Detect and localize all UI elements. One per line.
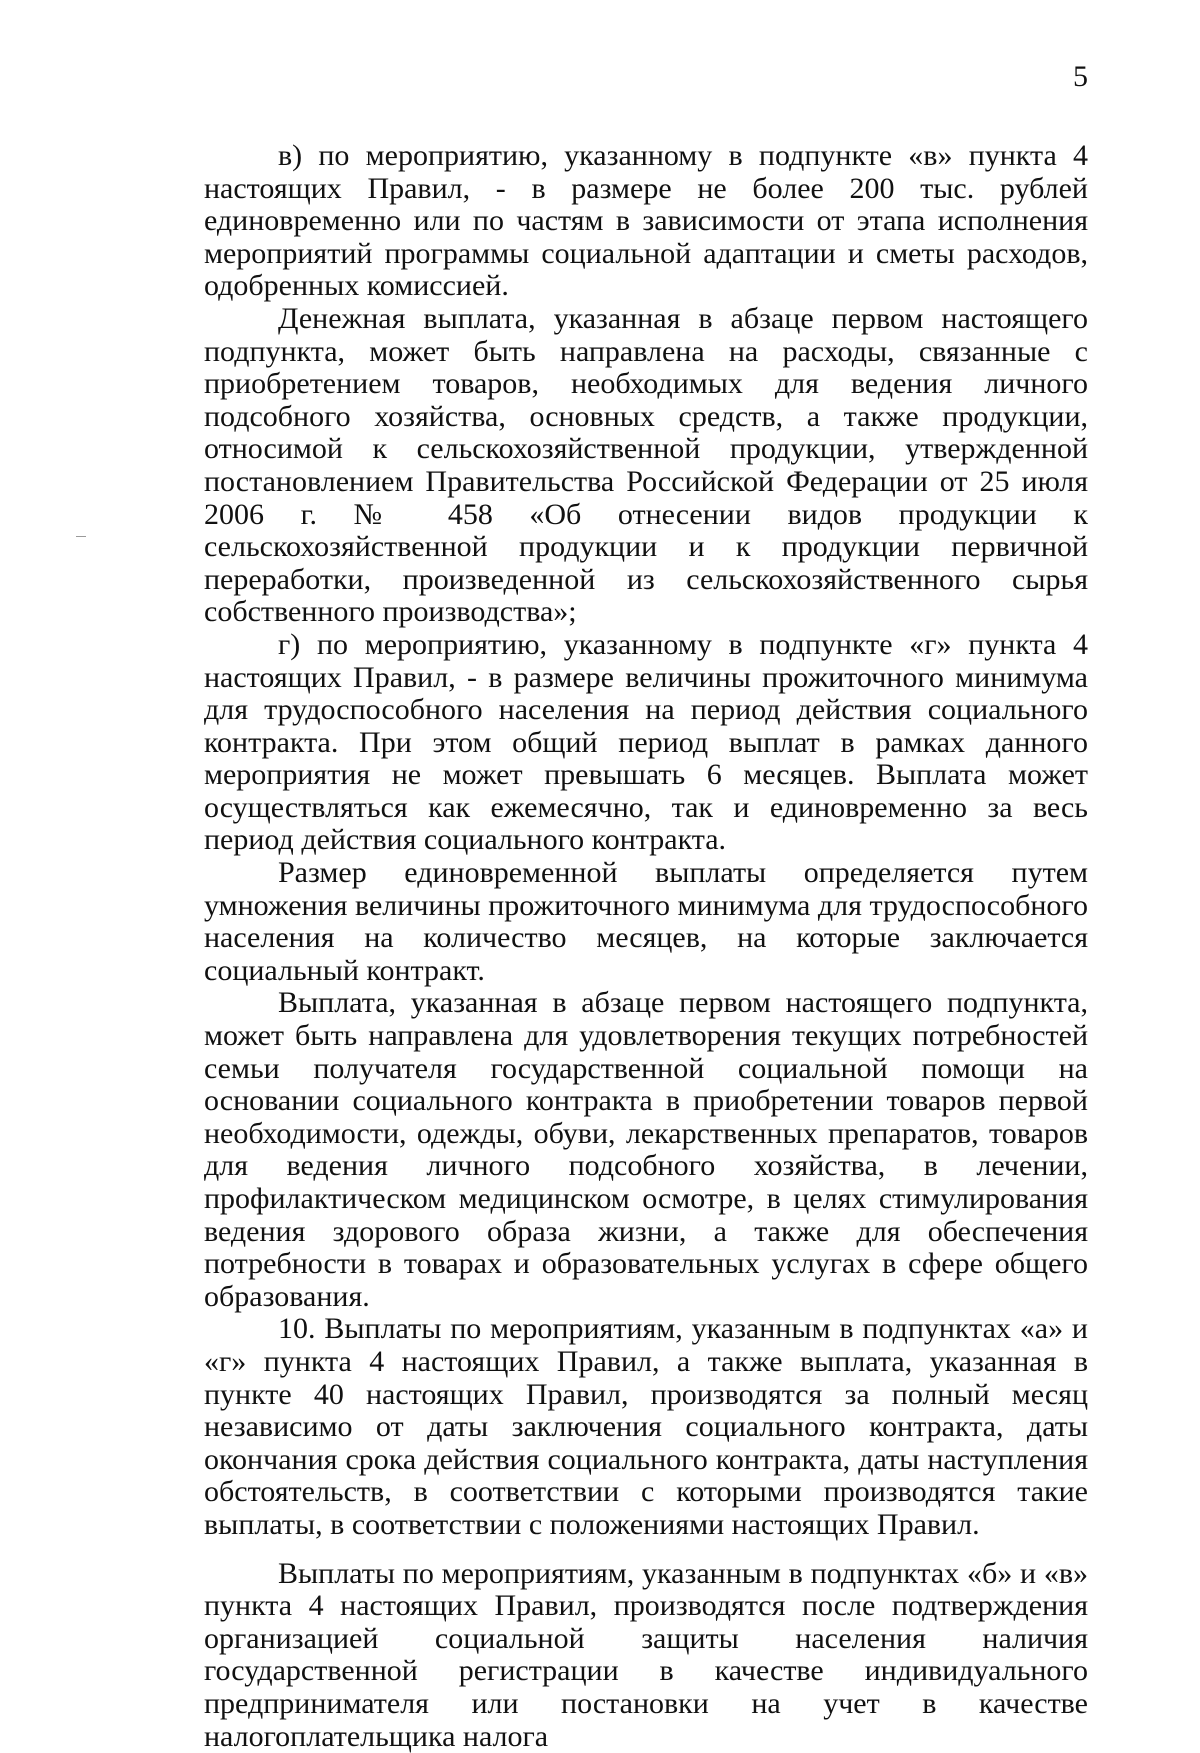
page-number: 5 xyxy=(1073,60,1088,93)
document-body xyxy=(204,140,1088,1753)
paragraph-payment-usage: Выплата, указанная в абзаце первом настоящего подпункта, может быть направлена для удовлетворения текущих потребностей семьи получателя государственной социальной помощи на основании социального контракта в приобретении товаров первой необходимости, одежды, обуви, лекарственных препаратов, товаров для ведения личного подсобного хозяйства, в лечении, профилактическом медицинском осмотре, в целях стимулирования ведения здорового образа жизни, а также для обеспечения потребности в товарах и образовательных услугах в сфере общего образования. xyxy=(204,986,1088,1313)
margin-mark xyxy=(76,536,86,537)
paragraph-subitem-v: в) по мероприятию, указанному в подпункте «в» пункта 4 настоящих Правил, - в размере не более 200 тыс. рублей единовременно или по частям в зависимости от этапа исполнения мероприятий программы социальной адаптации и сметы расходов, одобренных комиссией. xyxy=(204,139,1088,303)
paragraph-cash-payment: Денежная выплата, указанная в абзаце первом настоящего подпункта, может быть направлена на расходы, связанные с приобретением товаров, необходимых для ведения личного подсобного хозяйства, основных средств, а также продукции, относимой к сельскохозяйственной продукции, утвержденной постановлением Правительства Российской Федерации от 25 июля 2006 г. № 458 «Об отнесении видов продукции к сельскохозяйственной продукции и к продукции первичной переработки, произведенной из сельскохозяйственного сырья собственного производства»; xyxy=(204,301,1088,629)
paragraph-lump-sum-size: Размер единовременной выплаты определяется путем умножения величины прожиточного минимума для трудоспособного населения на количество месяцев, на которые заключается социальный контракт. xyxy=(204,856,1088,987)
paragraph-item-10: 10. Выплаты по мероприятиям, указанным в подпунктах «а» и «г» пункта 4 настоящих Правил, а также выплата, указанная в пункте 40 настоящих Правил, производятся за полный месяц независимо от даты заключения социального контракта, даты окончания срока действия социального контракта, даты наступления обстоятельств, в соответствии с которыми производятся такие выплаты, в соответствии с положениями настоящих Правил. xyxy=(204,1312,1088,1541)
paragraph-payments-b-v: Выплаты по мероприятиям, указанным в подпунктах «б» и «в» пункта 4 настоящих Правил, производятся после подтверждения организацией социальной защиты населения наличия государственной регистрации в качестве индивидуального предпринимателя или постановки на учет в качестве налогоплательщика налога xyxy=(204,1556,1088,1753)
paragraph-subitem-g: г) по мероприятию, указанному в подпункте «г» пункта 4 настоящих Правил, - в размере величины прожиточного минимума для трудоспособного населения на период действия социального контракта. При этом общий период выплат в рамках данного мероприятия не может превышать 6 месяцев. Выплата может осуществляться как ежемесячно, так и единовременно за весь период действия социального контракта. xyxy=(204,627,1088,857)
